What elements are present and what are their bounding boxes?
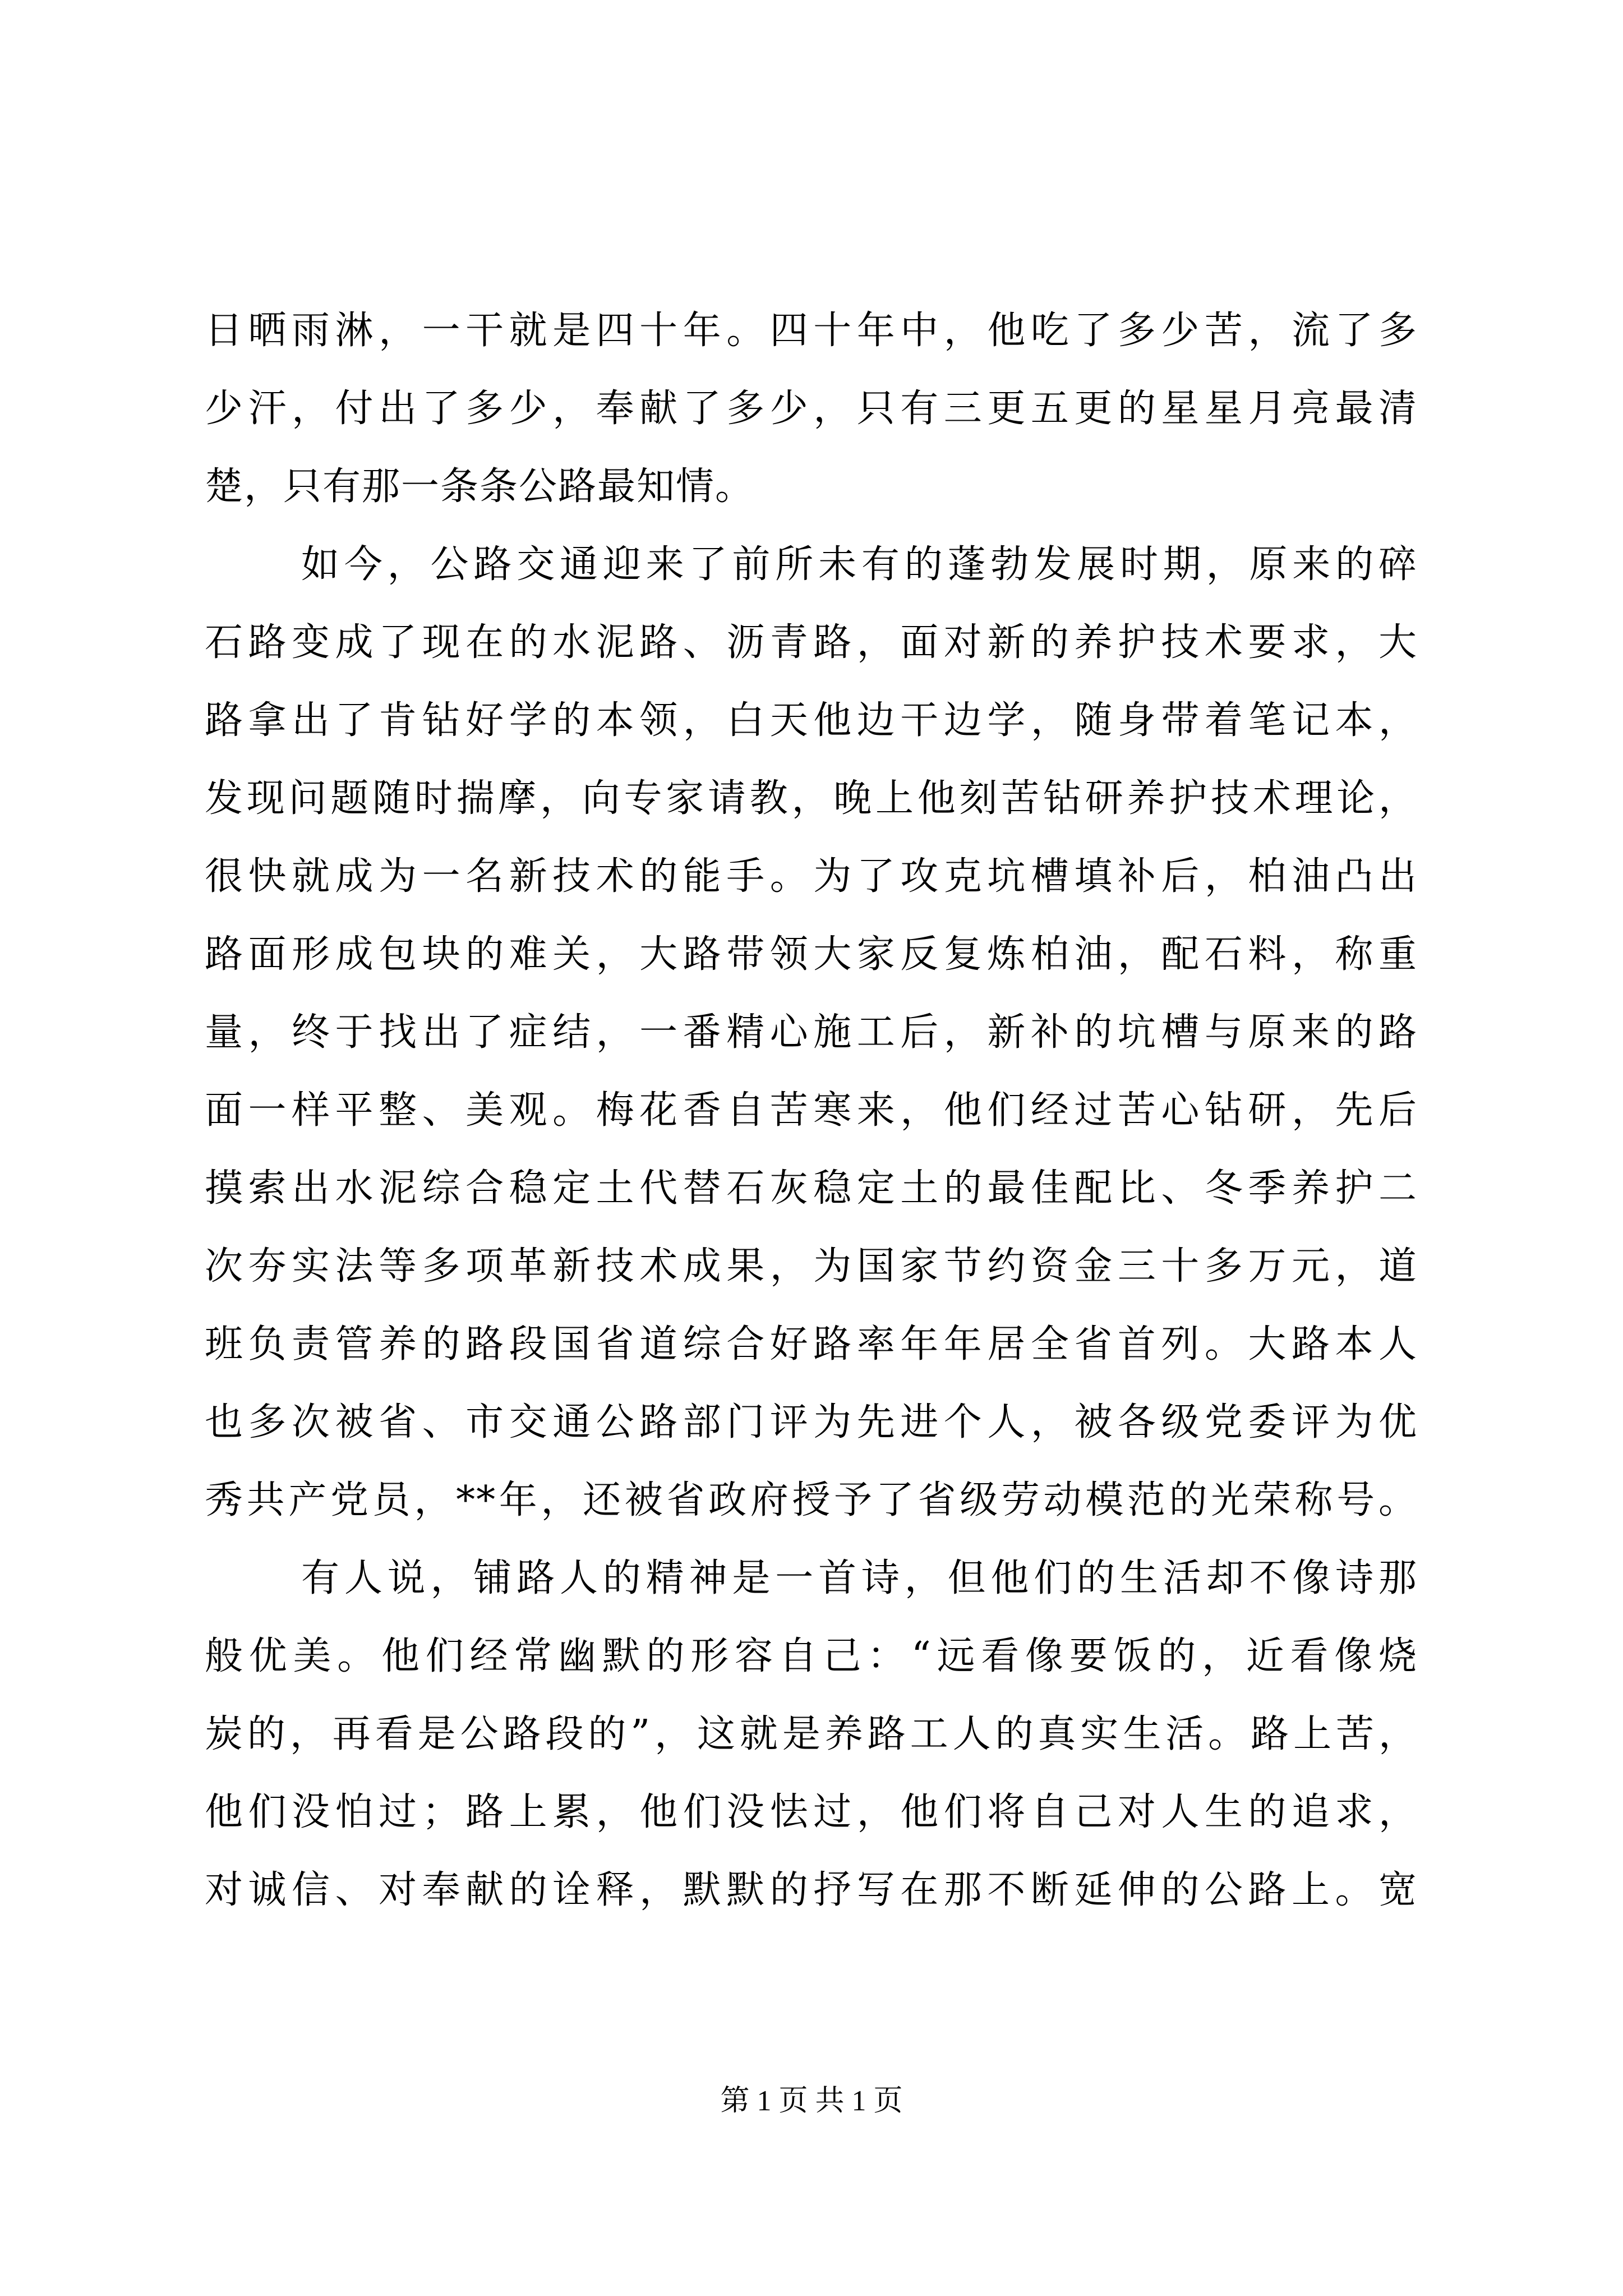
text-line-16: 秀共产党员，**年，还被省政府授予了省级劳动模范的光荣称号。 bbox=[205, 1478, 1418, 1522]
text-line-9: 路面形成包块的难关，大路带领大家反复炼柏油，配石料，称重 bbox=[205, 932, 1418, 977]
text-line-5: 石路变成了现在的水泥路、沥青路，面对新的养护技术要求，大 bbox=[205, 620, 1418, 665]
text-line-13: 次夯实法等多项革新技术成果，为国家节约资金三十多万元，道 bbox=[205, 1244, 1418, 1289]
text-line-15: 也多次被省、市交通公路部门评为先进个人，被各级党委评为优 bbox=[205, 1400, 1418, 1444]
text-line-11: 面一样平整、美观。梅花香自苦寒来，他们经过苦心钻研，先后 bbox=[205, 1088, 1418, 1133]
text-line-21: 对诚信、对奉献的诠释，默默的抒写在那不断延伸的公路上。宽 bbox=[205, 1868, 1418, 1912]
text-line-12: 摸索出水泥综合稳定土代替石灰稳定土的最佳配比、冬季养护二 bbox=[205, 1166, 1418, 1211]
text-line-17: 有人说，铺路人的精神是一首诗，但他们的生活却不像诗那 bbox=[301, 1556, 1418, 1600]
text-line-8: 很快就成为一名新技术的能手。为了攻克坑槽填补后，柏油凸出 bbox=[205, 854, 1418, 899]
text-line-4: 如今，公路交通迎来了前所未有的蓬勃发展时期，原来的碎 bbox=[301, 542, 1418, 587]
text-line-1: 日晒雨淋，一干就是四十年。四十年中，他吃了多少苦，流了多 bbox=[205, 309, 1418, 353]
text-line-3: 楚，只有那一条条公路最知情。 bbox=[205, 464, 755, 509]
text-line-20: 他们没怕过；路上累，他们没怯过，他们将自己对人生的追求， bbox=[205, 1790, 1418, 1834]
page-footer: 第 1 页 共 1 页 bbox=[720, 2085, 903, 2117]
text-line-6: 路拿出了肯钻好学的本领，白天他边干边学，随身带着笔记本， bbox=[205, 698, 1418, 743]
text-line-10: 量，终于找出了症结，一番精心施工后，新补的坑槽与原来的路 bbox=[205, 1010, 1418, 1055]
text-line-19: 炭的，再看是公路段的”，这就是养路工人的真实生活。路上苦， bbox=[205, 1712, 1418, 1756]
text-line-18: 般优美。他们经常幽默的形容自己：“远看像要饭的，近看像烧 bbox=[205, 1634, 1418, 1678]
text-line-7: 发现问题随时揣摩，向专家请教，晚上他刻苦钻研养护技术理论， bbox=[205, 776, 1418, 821]
text-line-14: 班负责管养的路段国省道综合好路率年年居全省首列。大路本人 bbox=[205, 1322, 1418, 1366]
text-line-2: 少汗，付出了多少，奉献了多少，只有三更五更的星星月亮最清 bbox=[205, 386, 1418, 431]
